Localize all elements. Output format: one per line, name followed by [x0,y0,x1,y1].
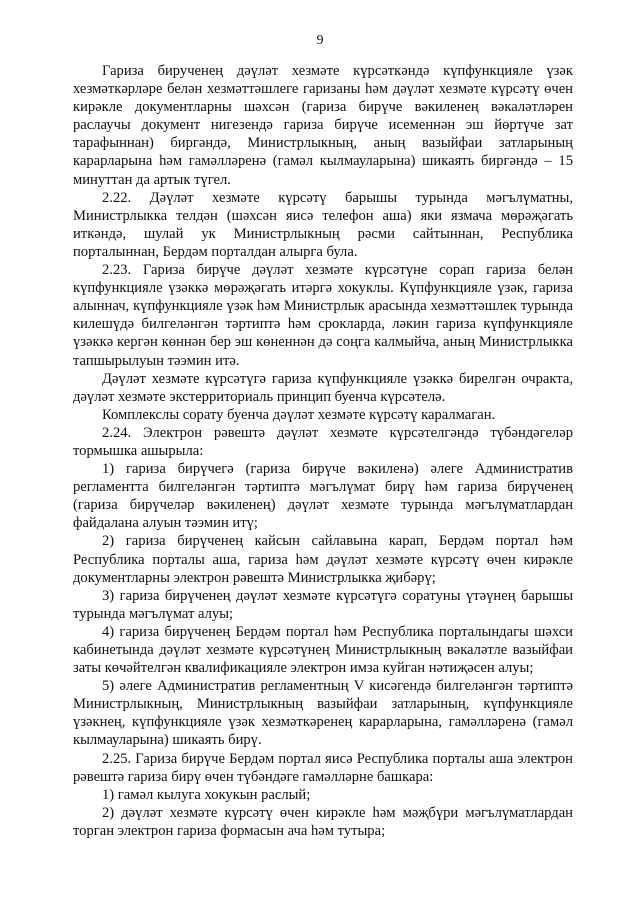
paragraph-2-25: 2.25. Гариза бирүче Бердәм портал яисә Республика порталы аша электрон рәвештә гариза бирү өчен түбәндәге гамәлләрне башкара: [73,750,573,785]
paragraph-extraterritorial: Дәүләт хезмәте күрсәтүгә гариза күпфункцияле үзәккә бирелгән очракта, дәүләт хезмәте экстерриториаль принцип буенча күрсәтелә. [73,370,573,405]
list-item-2-24-5: 5) әлеге Административ регламентның V кисәгендә билгеләнгән тәртиптә Министрлыкның, Министрлыкның вазыйфаи затларының, күпфункцияле үзәкнең, күпфункцияле үзәк хезмәткәренең карарларына, гамәлләренә (гамәл кылмауларына) шикаять бирү. [73,678,573,749]
list-item-2-24-3: 3) гариза бирүченең дәүләт хезмәте күрсәтүгә соратуны үтәүнең барышы турында мәгълүмат алуы; [73,587,573,622]
list-item-2-24-4: 4) гариза бирүченең Бердәм портал һәм Республика порталындагы шәхси кабинетында дәүләт хезмәте күрсәтүнең Министрлыкның вәкаләтле вазыйфаи заты көчәйтелгән квалификацияле электрон имза куйган нәтиҗәсен алуы; [73,623,573,677]
paragraph-2-24: 2.24. Электрон рәвештә дәүләт хезмәте күрсәтелгәндә түбәндәгеләр тормышка ашырыла: [73,424,573,459]
paragraph-complex-request: Комплекслы сорату буенча дәүләт хезмәте күрсәтү каралмаган. [102,406,496,423]
list-item-2-25-2: 2) дәүләт хезмәте күрсәтү өчен кирәкле һәм мәҗбүри мәгълүматлардан торган электрон гариза формасын ача һәм тутыра; [73,804,573,839]
page-number: 9 [316,33,324,48]
list-item-2-24-1: 1) гариза бирүчегә (гариза бирүче вәкиленә) әлеге Административ регламентта билгеләнгән тәртиптә мәгълүмат бирү һәм гариза бирүченең (гариза бирүчеләр вәкиленең) дәүләт хезмәте турында мәгълүматлардан файдалана алуын тәэмин итү; [73,461,573,532]
list-item-2-24-2: 2) гариза бирүченең кайсын сайлавына карап, Бердәм портал һәм Республика порталы аша, гариза һәм дәүләт хезмәте күрсәтү өчен кирәкле документларны электрон рәвештә Министрлыкка җибәрү; [73,533,573,586]
paragraph-intro: Гариза бирученең дәүләт хезмәте күрсәткәндә күпфункцияле үзәк хезмәткәрләре белән хезмәттәшлеге гаризаны һәм дәүләт хезмәте күрсәтү өчен кирәкле документларны шәхсән (гариза бирүче вәкиленең вәкаләтләрен раслаучы документ нигезендә гариза бирүче исеменнән эш йөртүче зат тарафыннан) биргәндә, Министрлыкның, аның вазыйфаи затларының карарларына һәм гамәлләренә (гамәл кылмауларына) шикаять биргәндә – 15 минуттан да артык түгел. [73,63,573,188]
paragraph-2-23: 2.23. Гариза бирүче дәүләт хезмәте күрсәтүне сорап гариза белән күпфункцияле үзәккә мөрәҗәгать итәргә хокуклы. Күпфункцияле үзәк, гариза алыннач, күпфункцияле үзәк һәм Министрлык арасында хезмәттәшлек турында килешүдә билгеләнгән тәртиптә һәм срокларда, ләкин гариза күпфункцияле үзәккә кергән көннән бер эш көненнән дә соңга калмыйча, аның Министрлыкка тапшырылуын тәэмин итә. [73,262,573,369]
list-item-2-25-1: 1) гамәл кылуга хокукын раслый; [102,786,311,803]
paragraph-2-22: 2.22. Дәүләт хезмәте күрсәтү барышы турында мәгълүматны, Министрлыкка телдән (шәхсән яисә телефон аша) яки язмача мөрәҗәгать иткәндә, шулай ук Министрлыкның рәсми сайтыннан, Республика порталыннан, Бердәм порталдан алырга була. [73,189,573,260]
document-body [73,62,573,840]
